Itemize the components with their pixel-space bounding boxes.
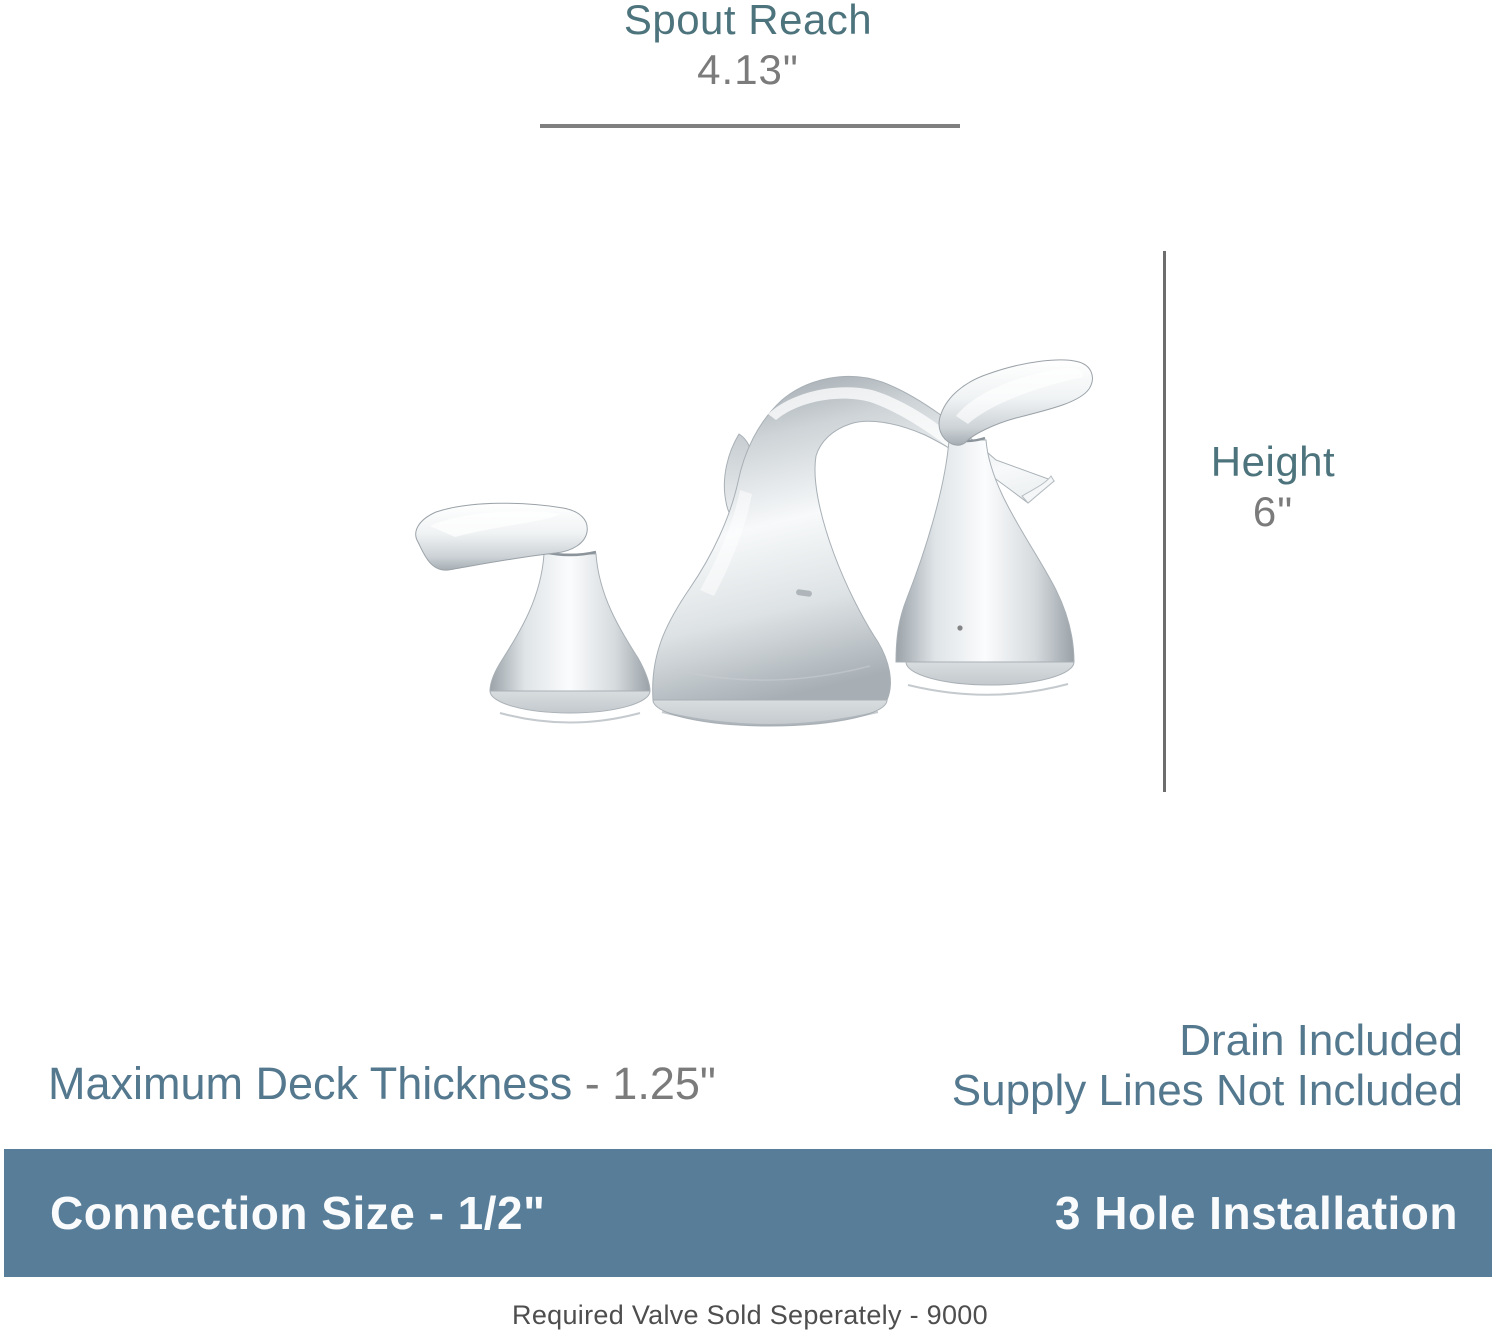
spout-reach-label: Spout Reach: [623, 0, 873, 43]
deck-thickness-value: 1.25": [612, 1058, 716, 1109]
supply-lines-note: Supply Lines Not Included: [951, 1066, 1463, 1115]
left-handle: [416, 503, 650, 722]
spout-reach-dimension-line: [540, 124, 960, 128]
included-notes: [763, 1016, 1463, 1116]
faucet-illustration: [400, 340, 1100, 760]
drain-included-note: Drain Included: [1179, 1016, 1463, 1065]
hole-installation-text: 3 Hole Installation: [1054, 1187, 1458, 1239]
height-value: 6": [1252, 488, 1294, 535]
left-handle-cone: [490, 554, 650, 691]
spout-reach-value: 4.13": [697, 46, 799, 93]
connection-size-text: Connection Size - 1/2": [50, 1187, 546, 1239]
valve-footnote: Required Valve Sold Seperately - 9000: [512, 1300, 988, 1330]
deck-thickness-separator: -: [572, 1058, 613, 1109]
height-dimension-line: [1163, 251, 1166, 792]
deck-thickness-label: Maximum Deck Thickness: [48, 1058, 573, 1109]
right-handle-cone: [896, 440, 1074, 662]
spec-banner: [4, 1149, 1492, 1277]
height-label: Height: [1210, 438, 1336, 485]
